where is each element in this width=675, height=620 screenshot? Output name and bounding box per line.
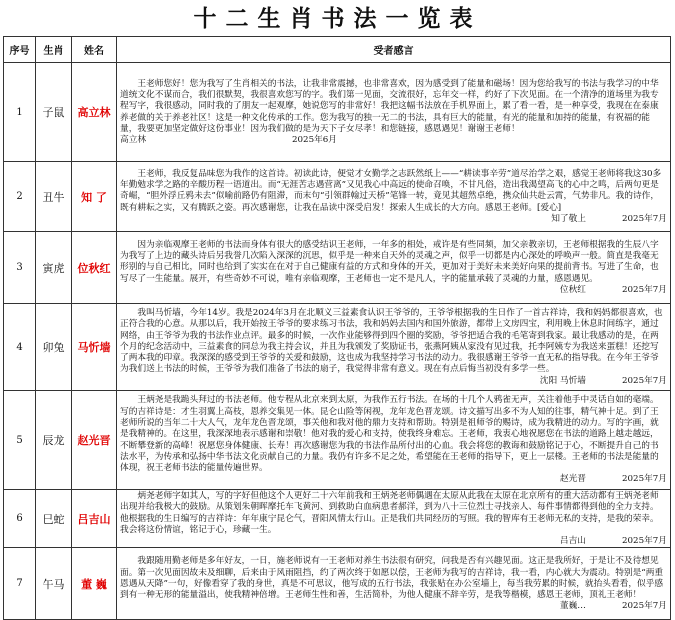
row-feedback <box>117 232 671 304</box>
row-feedback <box>117 548 671 620</box>
signature-line <box>120 214 667 225</box>
sign-date: 2025年7月 <box>621 601 667 612</box>
row-name: 位秋红 <box>72 232 117 304</box>
row-feedback <box>117 63 671 162</box>
row-num: 3 <box>4 232 36 304</box>
row-zodiac: 寅虎 <box>36 232 72 304</box>
feedback-text: 我叫马忻墙，今年14岁。我是2024年3月在北顺义三益素食认识王爷爷的，王爷爷根据我的生日作了一首古祥诗，我和妈妈都很喜欢，也正符合我的心意。从那以后，我开始按王爷爷的要求练习书法，我和妈妈去国内和国外旅游，都带上文房四宝，利用晚上休息时间练字，通过网络，由王爷爷为我的书法作业点评。最多的时候，一次作业能够得到四个圈的奖励，爷爷把适合我的毛笔寄到我家。最让我感动的是，在两个月的纪念活动中，三益素食的同总为我主持会议，并且为我颁发了奖励证书，张燕阿姨从家没有见过我，托李阿姨专为我送来蛋糕！还挖写了两本我的印章。我深深的感受到王爷爷的关爱和鼓励，这也成为我坚持学习书法的动力。我很感谢王爷爷一直无私的指导我。在今年王爷爷为我们送上书法的时候，王爷爷为我们准备了书法的扇子，我觉得非常有意义。现在有点后悔当初没有多学一些。 <box>120 307 663 375</box>
feedback-text: 炳尧老师字如其人，写的字好但他这个人更好二十六年前我和王炳尧老师偶遇在太原从此我在太原在北京所有的重大活动都有王炳尧老师出现并给我极大的鼓励。从策划朱朝晖摩托车飞黄河、到救助白血病患者郝洋，到为八十三位烈士寻找亲人、每件事情都得到他的全力支持。他根据我的生日编写的吉祥诗：年年康宁昆仑气，晋阳风情太行山。正是我们共同经历的写照。我的智库有王老师无私的支持，是我的荣幸。我会将这份情谊，铭记于心，珍藏一生。 <box>120 491 659 535</box>
row-zodiac: 卯兔 <box>36 304 72 391</box>
signer: 吕吉山 <box>559 536 586 547</box>
row-zodiac: 巳蛇 <box>36 490 72 548</box>
sign-date: 2025年7月 <box>621 536 667 547</box>
row-feedback <box>117 162 671 232</box>
row-name: 吕吉山 <box>72 490 117 548</box>
feedback-text: 因为亲临观摩王老师的书法而身体有很大的感受结识王老师，一年多的相处，戒许是有些同频，加父亲教亲切，王老师根据我的生辰八字为我写了上边的藏头诗后另我誉几次陷入深深的沉思，似乎是一种来自天外的灵魂之声，似乎一切都是内心深处的呼唤声一般。简直是我毫无形别的与自己相比，同时也给到了实实在在对于自己健康有益的方式和身体的开关，更加对于美好未来美好向果的提前背书。写进了生命，也写尽了一生能量。展开，有些奇妙不可说，唯有亲临观摩，王老师也一定不是凡人，字的能量承载了灵魂的力量，感恩遇见。 <box>120 239 659 284</box>
row-num: 6 <box>4 490 36 548</box>
row-zodiac: 午马 <box>36 548 72 620</box>
feedback-text: 王老师您好！您为我写了生肖相关的书法，让我非常震撼，也非常喜欢，因为感受到了能量和磁场！因为您给我写的书法与我学习的中华道统文化不谋而合，我们很默契，我很喜欢您写的字。我们第一见面，交流很好，忘年交一样，约好了下次见面。在一个清净的道场里为我专程写字，我很感动，同时我的了朋友一起观摩，她说您写的非常好！我把这幅书法放在手机界面上，累了看一看，是一种享受，我现在在泰康养老做的关于养老社区！这是一种文化传承的工作。您为我写的独一无二的书法，具有巨大的能量，有光的能量和加持的能量，有祝福的能量，我要更加坚定做好这份事业！因为我们做的是为天下子女尽孝！和您链接，感恩遇见！谢谢王老师！ <box>120 78 659 134</box>
signer: 董巍… <box>559 601 586 612</box>
signature-line <box>120 536 667 547</box>
feedback-text: 王炳尧是我跪头拜过的书法老师。他专程从北京来到太原，为我作五行书法。在场的十几个人鸦雀无声，关注着他手中灵话自如的毫端。写的吉祥诗是：才生羽翼上高枝，恩养交集见一体。昆仑山险等闲视，龙年龙色晋龙颂。诗文描写出多不为人知的往事，精气神十足。到了王老师所说的当年二十大人气，龙年龙色晋龙颂，事关他和我对他的鼎力支持和帮助。特别是祖师爷的赐诗，成为我精进的动力。写的字画，就是我精神的。在这里，我深深地表示感谢和崇敬！他对我的爱心和支持，使我终身难忘。王老师，我衷心地祝愿您在书法的道路上越走越远，不断攀登新的高峰！祝愿您身体健康、长寿！再次感谢您为我的书法作品所付出的心血。我会将您的教诲和鼓励铭记于心，不断提升自己的书法水平，为传承和弘扬中华书法文化贡献自己的力量。我仍有许多不足之处，希望能在王老师的指导下，更上一层楼。王老师的书法是能量的体现，祝王老师书法的能量传遍世界。 <box>120 395 659 474</box>
sign-date: 2025年7月 <box>621 213 667 224</box>
signature-line <box>120 285 667 296</box>
signature-line <box>120 135 667 146</box>
signer: 沈阳 马忻墙 <box>539 375 586 386</box>
table-row <box>4 304 671 391</box>
row-num: 4 <box>4 304 36 391</box>
row-feedback <box>117 490 671 548</box>
table-row <box>4 63 671 162</box>
table-header-row <box>4 37 671 63</box>
feedback-text: 王老师，我反复品味您为我作的这首诗。初读此诗，便觉才女勤学之志跃然纸上——“耕读事辛劳”道尽治学之艰，感觉王老师将我这30多年勤勉求学之路的辛酸历程一语道出。而“无涯苦志遇营离”又见我心中高远的使命召唤，不甘凡俗，造出我渴望高飞的心中之鸣，后两句更是奇崛，“胆外浮丘鸦未去”似喻前路仍有阻滞，而末句“引领群翰过天桥”笔锋一转，竟见其超然卓绝，携众仙共赴云霄，气势非凡。我的诗作，既有耕耘之实，又有腾跃之姿。再次感谢您，让我在品读中深受启发！探索人生成长的大方向。感恩王老师。[爱心] <box>120 168 662 213</box>
row-num: 1 <box>4 63 36 162</box>
header-zodiac: 生肖 <box>36 37 72 63</box>
table-row <box>4 232 671 304</box>
testimonial-table <box>3 36 671 620</box>
row-name: 马忻墙 <box>72 304 117 391</box>
signer: 赵光晋 <box>559 474 586 485</box>
row-feedback <box>117 304 671 391</box>
sign-date: 2025年7月 <box>621 284 667 295</box>
row-zodiac: 子鼠 <box>36 63 72 162</box>
row-name: 知 了 <box>72 162 117 232</box>
row-name: 高立林 <box>72 63 117 162</box>
table-row <box>4 548 671 620</box>
sign-date: 2025年6月 <box>291 135 337 146</box>
table-row <box>4 391 671 490</box>
signature-line <box>120 474 667 485</box>
row-zodiac: 辰龙 <box>36 391 72 490</box>
signer: 位秋红 <box>559 284 586 295</box>
signature-line <box>120 601 667 612</box>
row-feedback <box>117 391 671 490</box>
page-title: 十二生肖书法一览表 <box>193 5 482 32</box>
table-row <box>4 490 671 548</box>
signer: 知了敬上 <box>551 213 586 224</box>
table-row <box>4 162 671 232</box>
row-num: 2 <box>4 162 36 232</box>
sign-date: 2025年7月 <box>621 375 667 386</box>
signer: 高立林 <box>120 135 147 146</box>
header-feedback: 受者感言 <box>117 37 671 63</box>
header-num: 序号 <box>4 37 36 63</box>
row-num: 7 <box>4 548 36 620</box>
sign-date: 2025年7月 <box>621 474 667 485</box>
row-zodiac: 丑牛 <box>36 162 72 232</box>
row-name: 董 巍 <box>72 548 117 620</box>
signature-line <box>120 376 667 387</box>
header-name: 姓名 <box>72 37 117 63</box>
row-name: 赵光晋 <box>72 391 117 490</box>
feedback-text: 我跟随用勤老师是多年好友，一日，施老师说有一王老师对养生书法很有研究，问我是否有兴趣见面。这正是我所好，于是让不及待想见面。第一次见面因故未及细聊，后来由于风雨阻挡，约了两次终于如愿以偿，王老师为我写的吉祥诗，我一看，内心就大为震动。特别是“两重恩遇从天降”一句，好像看穿了我的身世，真是不可思议，他写成的五行书法，我张贴在办公室墙上，每当我劳累的时候，就抬头看看，似乎感到有一种无形的能量溢出，使我精神倍增。王老师生性和善，生活简朴，为他人健康不辞辛劳，是我等楷模，感恩王老师，顶礼王老师！ <box>120 556 664 601</box>
row-num: 5 <box>4 391 36 490</box>
